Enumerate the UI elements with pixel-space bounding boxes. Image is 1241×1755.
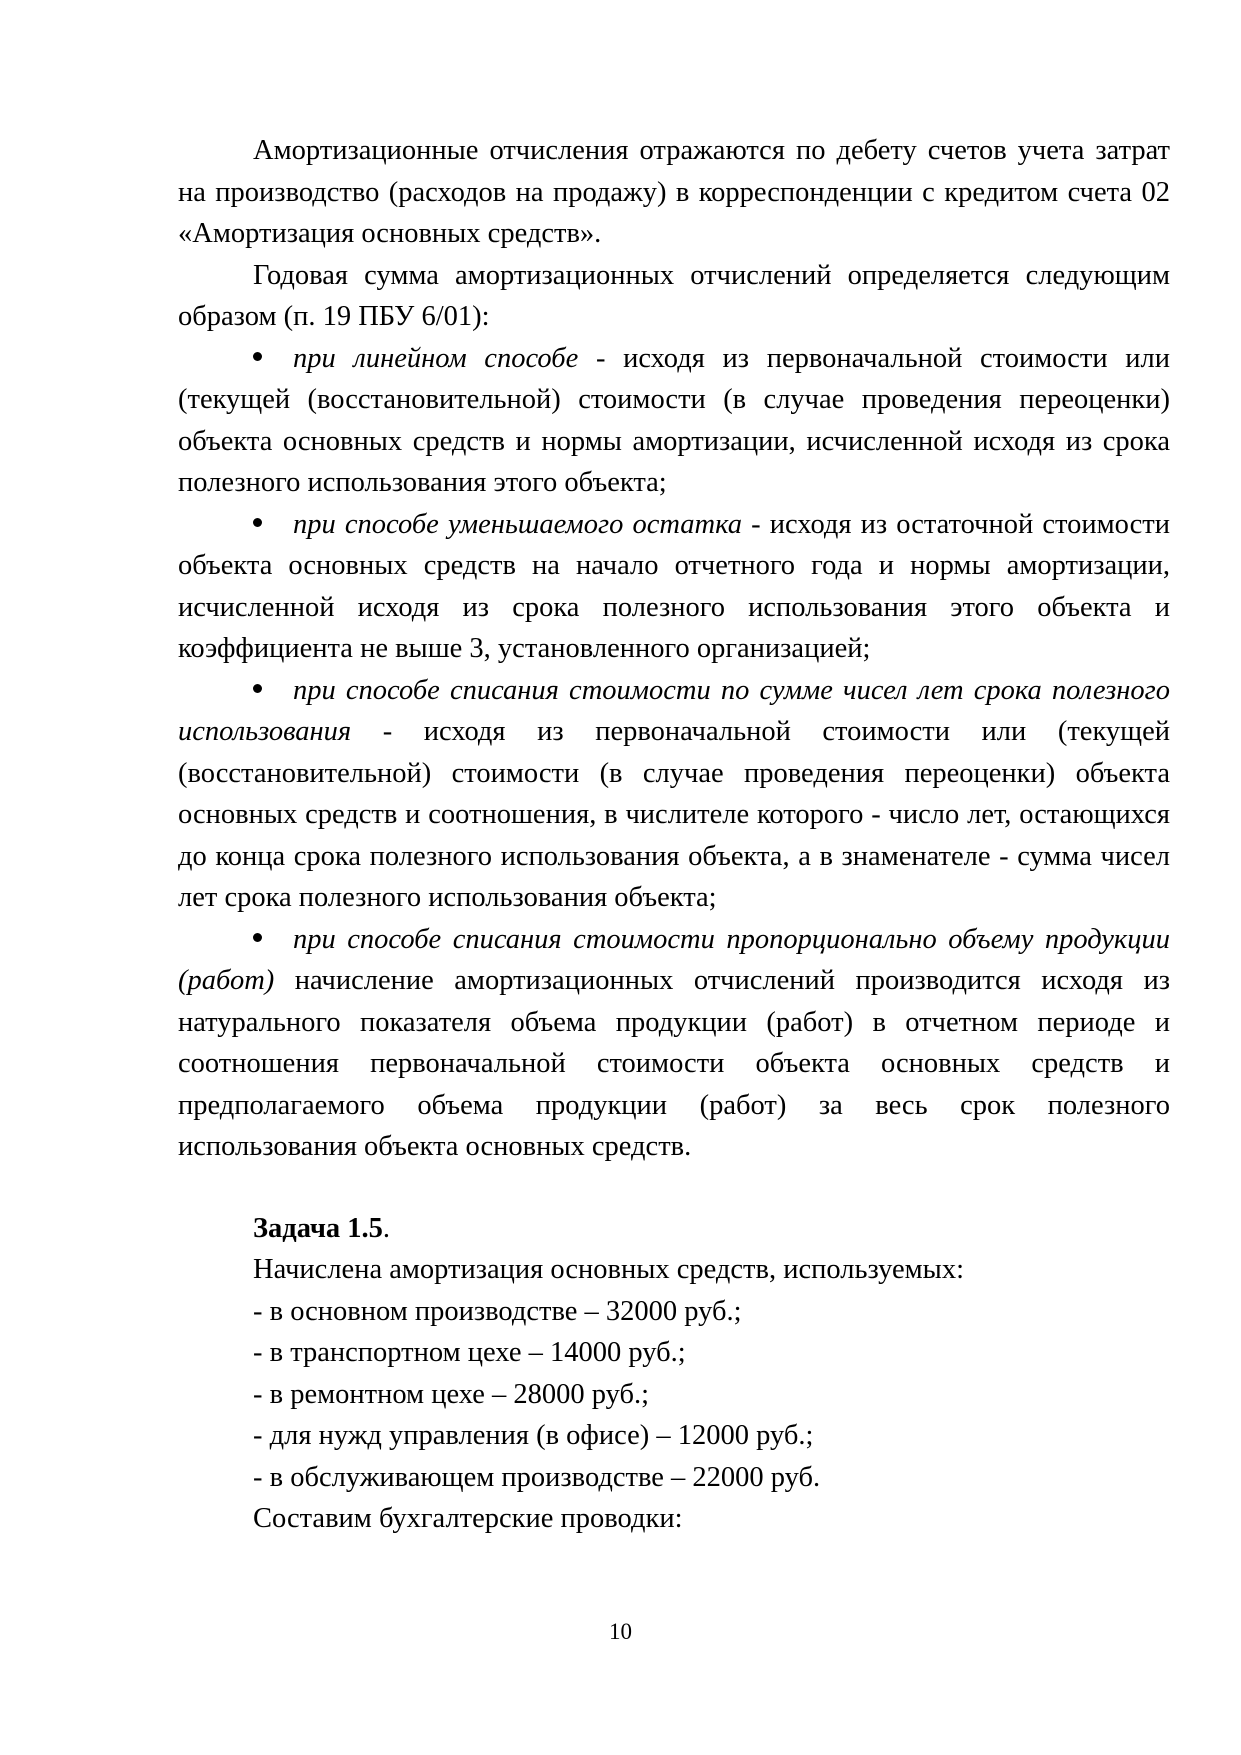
bullet-item-declining-balance <box>178 504 1170 670</box>
page-content <box>178 130 1170 1540</box>
bullet-text: - исходя из первоначальной стоимости или (текущей (восстановительной) стоимости (в случае проведения переоценки) объекта основных средств и соотношения, в числителе которого - число лет, остающихся до конца срока полезного использования объекта, а в знаменателе - сумма чисел лет срока полезного использования объекта; <box>178 716 1170 913</box>
bullet-text: - исходя из остаточной стоимости объекта основных средств на начало отчетного года и нормы амортизации, исчисленной исходя из срока полезного использования этого объекта и коэффициента не выше 3, установленного организацией; <box>178 508 1170 664</box>
task-line: Составим бухгалтерские проводки: <box>253 1503 683 1534</box>
bullet-text: - исходя из первоначальной стоимости или (текущей (восстановительной) стоимости (в случае проведения переоценки) объекта основных средств и нормы амортизации, исчисленной исходя из срока полезного использования этого объекта; <box>178 342 1171 498</box>
task-title-suffix: . <box>382 1212 391 1244</box>
task-section <box>178 1208 1170 1540</box>
task-line: - в обслуживающем производстве – 22000 руб. <box>253 1461 821 1493</box>
bullet-lead: при способе уменьшаемого остатка <box>293 508 743 540</box>
bullet-icon <box>253 338 293 380</box>
task-line: Начислена амортизация основных средств, используемых: <box>253 1254 964 1285</box>
bullet-item-units-of-production <box>178 919 1170 1168</box>
bullet-lead: при способе списания стоимости пропорционально объему продукции (работ) <box>178 923 1170 996</box>
task-title-text: Задача 1.5 <box>253 1212 383 1244</box>
bullet-icon <box>253 919 293 961</box>
bullet-item-sum-of-years <box>178 670 1170 919</box>
bullet-lead: при линейном способе <box>293 342 579 374</box>
bullet-text: начисление амортизационных отчислений производится исходя из натурального показателя объема продукции (работ) в отчетном периоде и соотношения первоначальной стоимости объекта основных средств и предполагаемого объема продукции (работ) за весь срок полезного использования объекта основных средств. <box>178 965 1170 1162</box>
bullet-item-linear <box>178 338 1170 504</box>
task-line: - в транспортном цехе – 14000 руб.; <box>253 1337 686 1368</box>
bullet-icon <box>253 670 293 712</box>
bullet-lead: при способе списания стоимости по сумме чисел лет срока полезного использования <box>178 674 1170 747</box>
bullet-icon <box>253 504 293 546</box>
task-line: - в ремонтном цехе – 28000 руб.; <box>253 1378 650 1410</box>
task-title <box>253 1208 1170 1250</box>
intro-paragraph-2: Годовая сумма амортизационных отчислений определяется следующим образом (п. 19 ПБУ 6/01): <box>178 259 1170 332</box>
task-line: - в основном производстве – 32000 руб.; <box>253 1295 742 1327</box>
page-number: 10 <box>609 1619 632 1644</box>
intro-paragraph-1: Амортизационные отчисления отражаются по дебету счетов учета затрат на производство (расходов на продажу) в корреспонденции с кредитом счета 02 «Амортизация основных средств». <box>178 135 1170 249</box>
task-line: - для нужд управления (в офисе) – 12000 руб.; <box>253 1420 814 1451</box>
